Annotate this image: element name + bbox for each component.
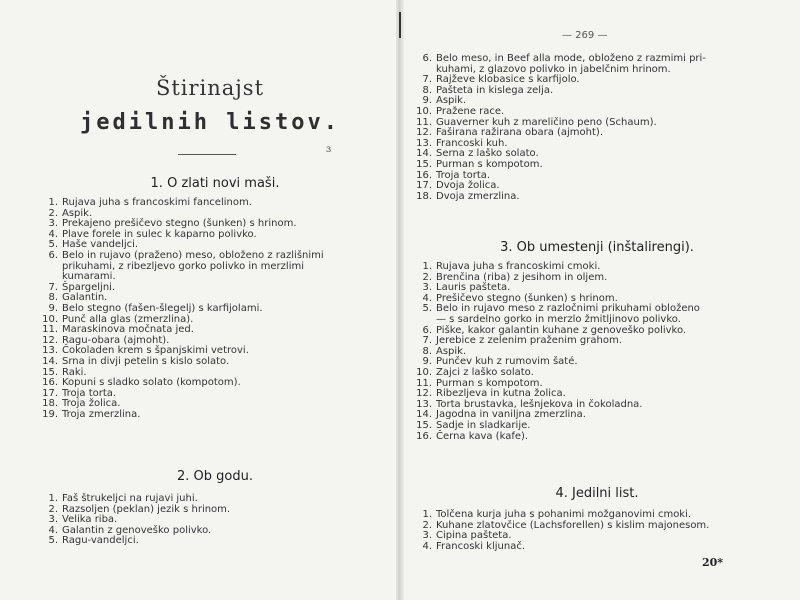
item-text: Aspik.	[436, 345, 467, 357]
item-text: Rujava juha s francoskimi cmoki.	[436, 261, 601, 272]
title-mark: ɜ	[326, 144, 332, 155]
item-number: 11.	[416, 116, 432, 128]
item-text: Brenčina (riba) z jesihom in oljem.	[436, 271, 608, 283]
item-text: Černa kava (kafe).	[436, 430, 529, 442]
item-text: Prekajeno prešičevo stegno (šunken) s hrinom.	[62, 218, 297, 230]
item-text-continued: kumarami.	[62, 271, 116, 283]
item-text: Ragu-vandeljci.	[62, 535, 139, 547]
item-number: 6.	[422, 53, 432, 64]
item-text: Čokoladen krem s španjskimi vetrovi.	[62, 345, 249, 357]
item-text: Torta brustavka, lešnjekova in čokoladna.	[436, 398, 643, 410]
menu-item	[414, 192, 706, 203]
item-number: 10.	[416, 366, 432, 378]
item-number: 17.	[42, 387, 58, 399]
item-text: Belo in rujavo meso z razločnimi prikuhami obloženo	[436, 303, 700, 315]
item-text: Dvoja žolica.	[436, 180, 500, 192]
item-text: Tolčena kurja juha s pohanimi možganovimi cmoki.	[436, 509, 692, 520]
item-text: Zajci z laško solato.	[436, 366, 534, 378]
menu-item	[414, 432, 700, 443]
item-number: 12.	[416, 388, 432, 400]
item-number: 18.	[42, 398, 58, 410]
item-text: Plave forele in sulec k kaparno polivko.	[62, 228, 257, 240]
item-text: Troja zmerzlina.	[62, 408, 141, 420]
item-number: 10.	[42, 313, 58, 325]
item-text: Serna z laško solato.	[436, 148, 539, 160]
item-text: Galantin z genoveško polivko.	[62, 524, 212, 536]
item-text: Galantin.	[62, 292, 108, 304]
item-text: Punčev kuh z rumovim šaté.	[436, 356, 578, 368]
menu-item	[40, 536, 230, 547]
item-text: Francoski kuh.	[436, 137, 508, 149]
item-number: 2.	[422, 519, 432, 531]
item-number: 14.	[42, 355, 58, 367]
section-heading-3: 3. Ob umestenji (inštalirengi).	[500, 240, 694, 255]
item-number: 2.	[48, 503, 58, 515]
title-divider	[178, 154, 236, 155]
item-number: 15.	[42, 366, 58, 378]
item-text: Špargeljni.	[62, 281, 116, 293]
item-number: 8.	[422, 345, 432, 357]
section-heading-1: 1. O zlati novi maši.	[150, 176, 280, 191]
item-number: 1.	[48, 197, 58, 208]
section-heading-2: 2. Ob godu.	[177, 469, 253, 484]
item-text: Kuhane zlatovčice (Lachsforellen) s kislim majonesom.	[436, 519, 710, 531]
item-text: Troja torta.	[436, 169, 491, 181]
item-text-continued: — s sardelno gorko in merzlo žmitljinovo polivko.	[436, 313, 681, 325]
menu-list-4	[414, 510, 709, 552]
item-number: 1.	[48, 493, 58, 504]
item-number: 18.	[416, 190, 432, 202]
item-text: Piške, kakor galantin kuhane z genoveško polivko.	[436, 324, 687, 336]
item-number: 5.	[48, 239, 58, 251]
item-text: Aspik.	[436, 95, 467, 107]
item-text: Pašteta in kislega zelja.	[436, 84, 554, 96]
book-title-line2: jedilnih listov.	[80, 110, 340, 135]
item-number: 11.	[416, 377, 432, 389]
item-number: 14.	[416, 409, 432, 421]
item-number: 16.	[42, 377, 58, 389]
item-text: Kopuni s sladko solato (kompotom).	[62, 377, 241, 389]
item-text: Ragu-obara (ajmoht).	[62, 334, 170, 346]
item-number: 13.	[42, 345, 58, 357]
item-number: 12.	[416, 127, 432, 139]
item-number: 1.	[422, 261, 432, 272]
page-number: — 269 —	[562, 30, 608, 41]
item-number: 4.	[422, 292, 432, 304]
item-text: Faš štrukeljci na rujavi juhi.	[62, 493, 198, 504]
item-text: Francoski kljunač.	[436, 540, 526, 552]
menu-list-1	[40, 198, 324, 420]
item-number: 6.	[48, 249, 58, 261]
item-number: 7.	[48, 281, 58, 293]
item-text: Haše vandeljci.	[62, 239, 139, 251]
section-heading-4: 4. Jedilni list.	[555, 486, 639, 501]
item-text: Faširana ražirana obara (ajmoht).	[436, 127, 604, 139]
item-number: 16.	[416, 169, 432, 181]
menu-item	[414, 54, 706, 65]
item-text: Srna in divji petelin s kislo solato.	[62, 355, 230, 367]
item-number: 17.	[416, 180, 432, 192]
item-number: 2.	[48, 207, 58, 219]
item-number: 2.	[422, 271, 432, 283]
item-number: 12.	[42, 334, 58, 346]
left-page	[0, 0, 398, 600]
menu-list-3	[414, 262, 700, 442]
item-text: Rujava juha s francoskimi fancelinom.	[62, 197, 252, 208]
item-text: Belo meso, in Beef alla mode, obloženo z razmimi pri-	[436, 53, 706, 64]
item-number: 5.	[422, 303, 432, 315]
item-text: Punč alla glas (zmerzlina).	[62, 313, 194, 325]
item-text: Dvoja zmerzlina.	[436, 190, 520, 202]
item-text: Raki.	[62, 366, 87, 378]
item-number: 7.	[422, 335, 432, 347]
right-page	[402, 0, 800, 600]
item-number: 3.	[422, 282, 432, 294]
item-text: Belo in rujavo (praženo) meso, obloženo z razlišnimi	[62, 249, 324, 261]
item-text: Troja žolica.	[62, 398, 121, 410]
item-number: 3.	[48, 218, 58, 230]
item-number: 15.	[416, 419, 432, 431]
item-text: Ribezljeva in kutna žolica.	[436, 388, 566, 400]
item-text: Purman s kompotom.	[436, 377, 543, 389]
menu-item	[40, 251, 324, 262]
item-text-continued: prikuhami, z ribezljevo gorko polivko in merzlimi	[62, 260, 304, 272]
item-number: 9.	[48, 302, 58, 314]
item-text: Sadje in sladkarije.	[436, 419, 531, 431]
menu-item	[40, 410, 324, 421]
item-text: Belo stegno (fašen-šlegelj) s karfijolami.	[62, 302, 263, 314]
item-number: 13.	[416, 398, 432, 410]
item-text: Razsoljen (peklan) jezik s hrinom.	[62, 503, 231, 515]
item-text: Troja torta.	[62, 387, 117, 399]
menu-item	[414, 542, 709, 553]
menu-list-2	[40, 494, 230, 547]
item-number: 8.	[422, 84, 432, 96]
item-number: 8.	[48, 292, 58, 304]
item-number: 13.	[416, 137, 432, 149]
book-title-line1: Štirinajst	[155, 76, 265, 100]
item-number: 3.	[48, 514, 58, 526]
item-text: Jagodna in vaniljna zmerzlina.	[436, 409, 586, 421]
item-text: Jerebice z zelenim praženim grahom.	[436, 335, 622, 347]
item-number: 4.	[48, 228, 58, 240]
item-number: 15.	[416, 158, 432, 170]
item-number: 6.	[422, 324, 432, 336]
item-number: 9.	[422, 95, 432, 107]
item-text: Maraskinova močnata jed.	[62, 324, 194, 336]
signature-mark: 20*	[702, 556, 724, 569]
item-text-continued: kuhami, z glazovo polivko in jabelčnim hrinom.	[436, 63, 671, 75]
item-number: 7.	[422, 74, 432, 86]
item-text: Cipina pašteta.	[436, 530, 512, 542]
item-number: 14.	[416, 148, 432, 160]
item-number: 4.	[48, 524, 58, 536]
binding-mark	[399, 12, 401, 38]
item-number: 11.	[42, 324, 58, 336]
item-text: Velika riba.	[62, 514, 118, 526]
item-number: 3.	[422, 530, 432, 542]
item-text: Purman s kompotom.	[436, 158, 543, 170]
menu-list-2-continued	[414, 54, 706, 202]
item-text: Lauris pašteta.	[436, 282, 511, 294]
item-number: 19.	[42, 408, 58, 420]
item-text: Rajževe klobasice s karfijolo.	[436, 74, 580, 86]
item-text: Pražene race.	[436, 105, 505, 117]
item-number: 9.	[422, 356, 432, 368]
item-number: 10.	[416, 105, 432, 117]
item-text: Aspik.	[62, 207, 93, 219]
item-number: 5.	[48, 535, 58, 547]
item-number: 16.	[416, 430, 432, 442]
item-number: 4.	[422, 540, 432, 552]
item-text: Prešičevo stegno (šunken) s hrinom.	[436, 292, 618, 304]
item-number: 1.	[422, 509, 432, 520]
item-text: Guaverner kuh z mareličino peno (Schaum).	[436, 116, 657, 128]
